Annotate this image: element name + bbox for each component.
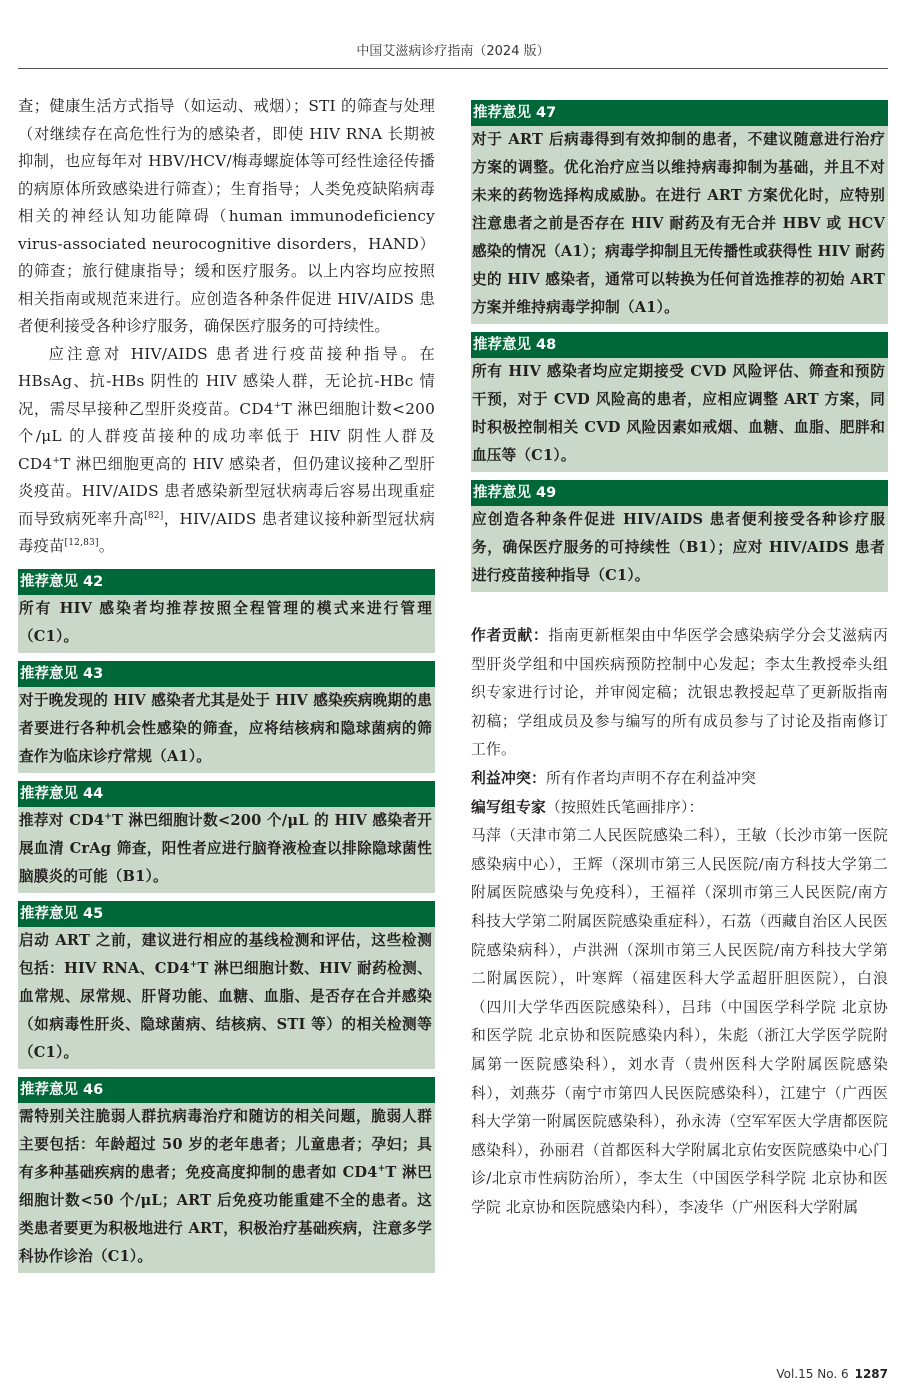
recommendation-body: 所有 HIV 感染者均推荐按照全程管理的模式来进行管理（C1）。 — [18, 595, 435, 653]
recommendation-body: 对于 ART 后病毒得到有效抑制的患者，不建议随意进行治疗方案的调整。优化治疗应当以维持病毒抑制为基础，并且不对未来的药物选择构成威胁。在进行 ART 方案优化时，应特别注意患者之前是否存在 HIV 耐药及有无合并 HBV 或 HCV 感染的情况（A1）；病毒学抑制且无传播性或获得性 HIV 耐药史的 HIV 感染者，通常可以转换为任何首选推荐的初始 ART 方案并维持病毒学抑制（A1）。 — [471, 126, 888, 324]
recommendation-title: 推荐意见 45 — [18, 901, 435, 927]
expert-group-list: 马萍（天津市第二人民医院感染二科），王敏（长沙市第一医院感染病中心），王辉（深圳市第三人民医院/南方科技大学第二附属医院感染与免疫科），王福祥（深圳市第三人民医院/南方科技大学第二附属医院感染重症科），石荔（西藏自治区人民医院感染病科），卢洪洲（深圳市第三人民医院/南方科技大学第二附属医院），叶寒辉（福建医科大学孟超肝胆医院），白浪（四川大学华西医院感染科），吕玮（中国医学科学院 北京协和医学院 北京协和医院感染内科），朱彪（浙江大学医学院附属第一医院感染科），刘水青（贵州医科大学附属医院感染科），刘燕芬（南宁市第四人民医院感染科），江建宁（广西医科大学第一附属医院感染科），孙永涛（空军军医大学唐都医院感染科），孙丽君（首都医科大学附属北京佑安医院感染中心门诊/北京市性病防治所），李太生（中国医学科学院 北京协和医学院 北京协和医院感染内科），李凌华（广州医科大学附属 — [471, 827, 888, 1216]
running-header: 中国艾滋病诊疗指南（2024 版） — [356, 44, 550, 59]
recommendation-body: 需特别关注脆弱人群抗病毒治疗和随访的相关问题，脆弱人群主要包括：年龄超过 50 岁的老年患者；儿童患者；孕妇；具有多种基础疾病的患者；免疫高度抑制的患者如 CD4+T 淋巴细胞计数<50 个/μL；ART 后免疫功能重建不全的患者。这类患者要更为积极地进行 ART，积极治疗基础疾病，注意多学科协作诊治（C1）。 — [18, 1103, 435, 1273]
recommendation-42 — [18, 569, 435, 653]
recommendation-49 — [471, 480, 888, 592]
recommendation-body: 所有 HIV 感染者均应定期接受 CVD 风险评估、筛查和预防干预，对于 CVD 风险高的患者，应相应调整 ART 方案，同时积极控制相关 CVD 风险因素如戒烟、血糖、血脂、肥胖和血压等（C1）。 — [471, 358, 888, 472]
body-paragraph-1: 查；健康生活方式指导（如运动、戒烟）；STI 的筛查与处理（对继续存在高危性行为的感染者，即使 HIV RNA 长期被抑制，也应每年对 HBV/HCV/梅毒螺旋体等可经性途径传播的病原体所致感染进行筛查）；生育指导；人类免疫缺陷病毒相关的神经认知功能障碍（human immunodeficiency virus-associated neurocognitive disorders，HAND）的筛查；旅行健康指导；缓和医疗服务。以上内容均应按照相关指南或规范来进行。应创造各种条件促进 HIV/AIDS 患者便利接受各种诊疗服务，确保医疗服务的可持续性。 — [18, 97, 435, 335]
recommendation-body: 推荐对 CD4+T 淋巴细胞计数<200 个/μL 的 HIV 感染者开展血清 CrAg 筛查，阳性者应进行脑脊液检查以排除隐球菌性脑膜炎的可能（B1）。 — [18, 807, 435, 893]
recommendation-title: 推荐意见 49 — [471, 480, 888, 506]
citation: [12,83] — [64, 537, 99, 548]
recommendation-45 — [18, 901, 435, 1069]
recommendation-46 — [18, 1077, 435, 1273]
recommendation-48 — [471, 332, 888, 472]
recommendation-title: 推荐意见 46 — [18, 1077, 435, 1103]
recommendation-title: 推荐意见 42 — [18, 569, 435, 595]
recommendation-44 — [18, 781, 435, 893]
conflict-of-interest: 利益冲突：所有作者均声明不存在利益冲突 — [471, 769, 756, 787]
header-divider — [18, 68, 888, 69]
volume-issue: Vol.15 No. 6 — [776, 1367, 849, 1381]
citation: [82] — [144, 510, 164, 521]
expert-group-heading: 编写组专家（按照姓氏笔画排序）： — [471, 798, 704, 816]
right-column — [471, 100, 888, 1222]
left-column — [18, 93, 435, 1281]
recommendation-title: 推荐意见 44 — [18, 781, 435, 807]
recommendation-43 — [18, 661, 435, 773]
page-number: 1287 — [854, 1367, 888, 1381]
page-footer — [776, 1367, 888, 1381]
author-contribution: 作者贡献：指南更新框架由中华医学会感染病学分会艾滋病丙型肝炎学组和中国疾病预防控制中心发起；李太生教授牵头组织专家进行讨论，并审阅定稿；沈银忠教授起草了更新版指南初稿；学组成员及参与编写的所有成员参与了讨论及指南修订工作。 — [471, 627, 888, 759]
recommendation-body: 应创造各种条件促进 HIV/AIDS 患者便利接受各种诊疗服务，确保医疗服务的可持续性（B1）；应对 HIV/AIDS 患者进行疫苗接种指导（C1）。 — [471, 506, 888, 592]
article-metadata — [471, 622, 888, 1222]
recommendation-body: 对于晚发现的 HIV 感染者尤其是处于 HIV 感染疾病晚期的患者要进行各种机会性感染的筛查，应将结核病和隐球菌病的筛查作为临床诊疗常规（A1）。 — [18, 687, 435, 773]
recommendation-body: 启动 ART 之前，建议进行相应的基线检测和评估，这些检测包括：HIV RNA、CD4+T 淋巴细胞计数、HIV 耐药检测、血常规、尿常规、肝肾功能、血糖、血脂、是否存在合并感染（如病毒性肝炎、隐球菌病、结核病、STI 等）的相关检测等（C1）。 — [18, 927, 435, 1069]
recommendation-title: 推荐意见 47 — [471, 100, 888, 126]
body-paragraph-2: 应注意对 HIV/AIDS 患者进行疫苗接种指导。在 HBsAg、抗-HBs 阴性的 HIV 感染人群，无论抗-HBc 情况，需尽早接种乙型肝炎疫苗。CD4+T 淋巴细胞计数<200 个/μL 的人群疫苗接种的成功率低于 HIV 阴性人群及 CD4+T 淋巴细胞更高的 HIV 感染者，但仍建议接种乙型肝炎疫苗。HIV/AIDS 患者感染新型冠状病毒后容易出现重症而导致病死率升高[82]，HIV/AIDS 患者建议接种新型冠状病毒疫苗[12,83]。 — [18, 344, 436, 555]
recommendation-title: 推荐意见 43 — [18, 661, 435, 687]
recommendation-title: 推荐意见 48 — [471, 332, 888, 358]
recommendation-47 — [471, 100, 888, 324]
